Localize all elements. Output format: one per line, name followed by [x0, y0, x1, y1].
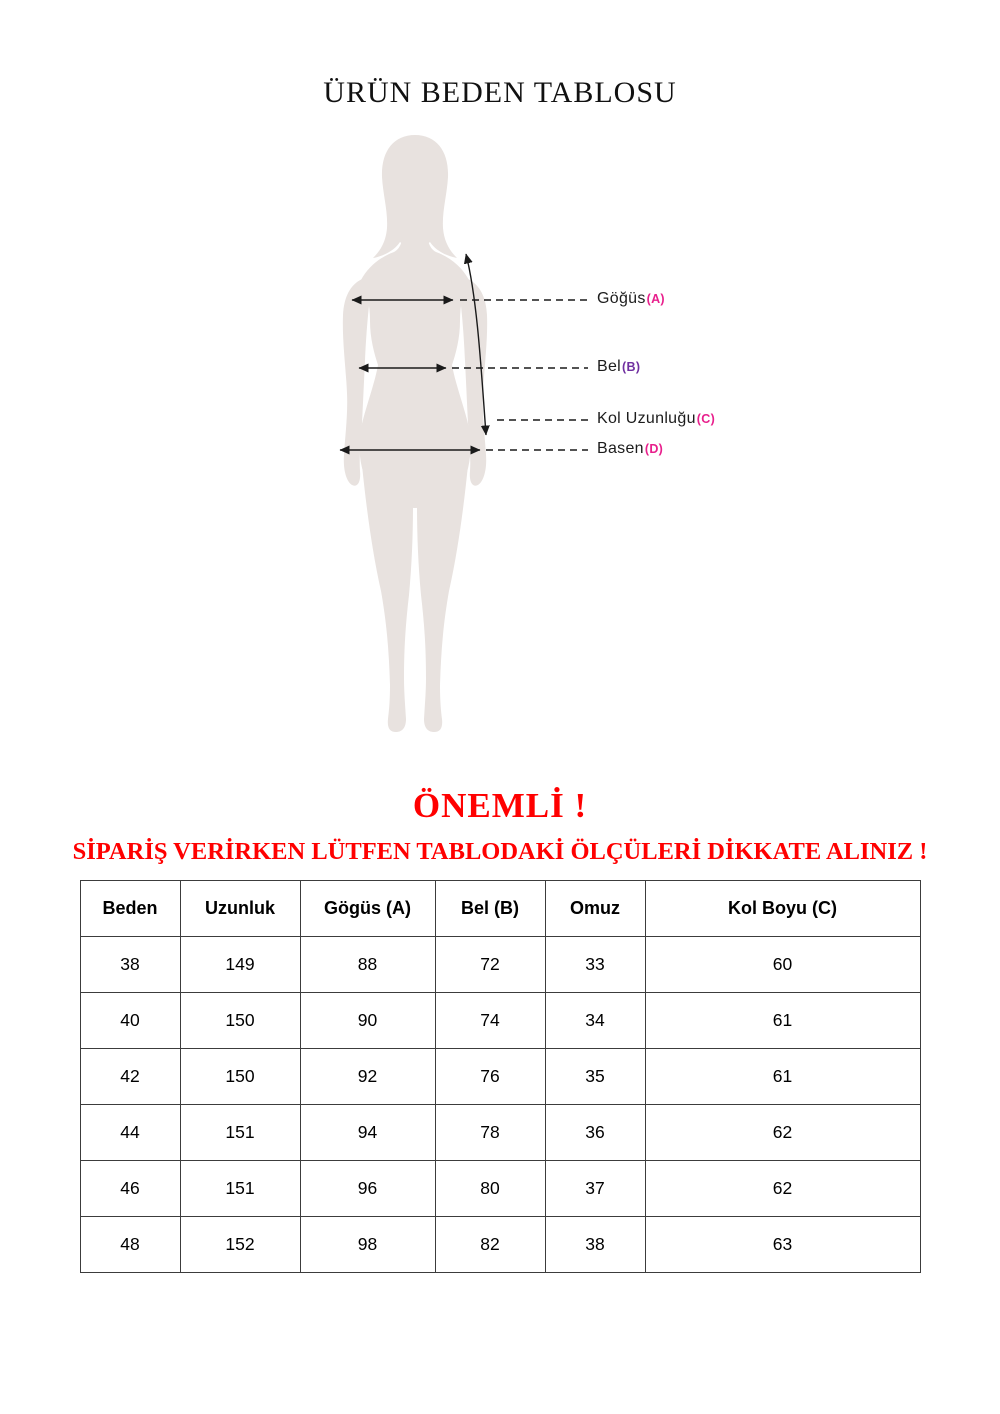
- table-row: [80, 937, 920, 993]
- column-header-kol-boyu: Kol Boyu (C): [645, 881, 920, 937]
- table-cell: 150: [180, 1049, 300, 1105]
- table-cell: 36: [545, 1105, 645, 1161]
- table-cell: 150: [180, 993, 300, 1049]
- table-cell: 151: [180, 1105, 300, 1161]
- table-cell: 61: [645, 993, 920, 1049]
- measurement-label-chest: [597, 290, 665, 308]
- column-header-beden: Beden: [80, 881, 180, 937]
- table-cell: 98: [300, 1217, 435, 1273]
- table-cell: 44: [80, 1105, 180, 1161]
- table-cell: 72: [435, 937, 545, 993]
- measurement-label-waist: [597, 358, 640, 376]
- label-letter: (C): [696, 412, 716, 426]
- table-cell: 80: [435, 1161, 545, 1217]
- body-diagram-svg: [0, 130, 1000, 770]
- table-cell: 35: [545, 1049, 645, 1105]
- label-text: Göğüs: [597, 290, 646, 307]
- table-header-row: [80, 881, 920, 937]
- table-cell: 46: [80, 1161, 180, 1217]
- column-header-uzunluk: Uzunluk: [180, 881, 300, 937]
- table-row: [80, 1049, 920, 1105]
- table-cell: 38: [80, 937, 180, 993]
- table-cell: 62: [645, 1161, 920, 1217]
- column-header-gogus: Gögüs (A): [300, 881, 435, 937]
- table-row: [80, 1105, 920, 1161]
- table-cell: 149: [180, 937, 300, 993]
- table-cell: 152: [180, 1217, 300, 1273]
- measurement-label-arm-length: [597, 410, 715, 428]
- table-cell: 74: [435, 993, 545, 1049]
- label-letter: (D): [644, 442, 664, 456]
- table-cell: 92: [300, 1049, 435, 1105]
- table-cell: 94: [300, 1105, 435, 1161]
- table-cell: 48: [80, 1217, 180, 1273]
- warning-text: SİPARİŞ VERİRKEN LÜTFEN TABLODAKİ ÖLÇÜLERİ DİKKATE ALINIZ !: [72, 838, 928, 865]
- table-cell: 62: [645, 1105, 920, 1161]
- table-cell: 33: [545, 937, 645, 993]
- label-letter: (A): [646, 292, 665, 306]
- table-cell: 82: [435, 1217, 545, 1273]
- table-cell: 37: [545, 1161, 645, 1217]
- label-text: Basen: [597, 440, 644, 457]
- table-cell: 88: [300, 937, 435, 993]
- table-cell: 96: [300, 1161, 435, 1217]
- table-cell: 42: [80, 1049, 180, 1105]
- table-cell: 78: [435, 1105, 545, 1161]
- female-silhouette: [343, 135, 487, 732]
- column-header-bel: Bel (B): [435, 881, 545, 937]
- table-cell: 90: [300, 993, 435, 1049]
- measurement-diagram: [0, 130, 1000, 770]
- table-row: [80, 993, 920, 1049]
- important-heading: ÖNEMLİ !: [412, 786, 588, 825]
- measurement-label-hip: [597, 440, 663, 458]
- table-cell: 61: [645, 1049, 920, 1105]
- table-row: [80, 1217, 920, 1273]
- table-cell: 63: [645, 1217, 920, 1273]
- label-letter: (B): [622, 360, 641, 374]
- table-cell: 76: [435, 1049, 545, 1105]
- table-cell: 60: [645, 937, 920, 993]
- label-text: Kol Uzunluğu: [597, 410, 696, 427]
- label-text: Bel: [597, 358, 622, 375]
- table-cell: 34: [545, 993, 645, 1049]
- silhouette-left-leg: [362, 464, 413, 732]
- column-header-omuz: Omuz: [545, 881, 645, 937]
- table-cell: 38: [545, 1217, 645, 1273]
- page-title: ÜRÜN BEDEN TABLOSU: [323, 76, 677, 109]
- size-table: [80, 880, 921, 1273]
- table-cell: 40: [80, 993, 180, 1049]
- silhouette-right-leg: [417, 464, 468, 732]
- table-row: [80, 1161, 920, 1217]
- table-cell: 151: [180, 1161, 300, 1217]
